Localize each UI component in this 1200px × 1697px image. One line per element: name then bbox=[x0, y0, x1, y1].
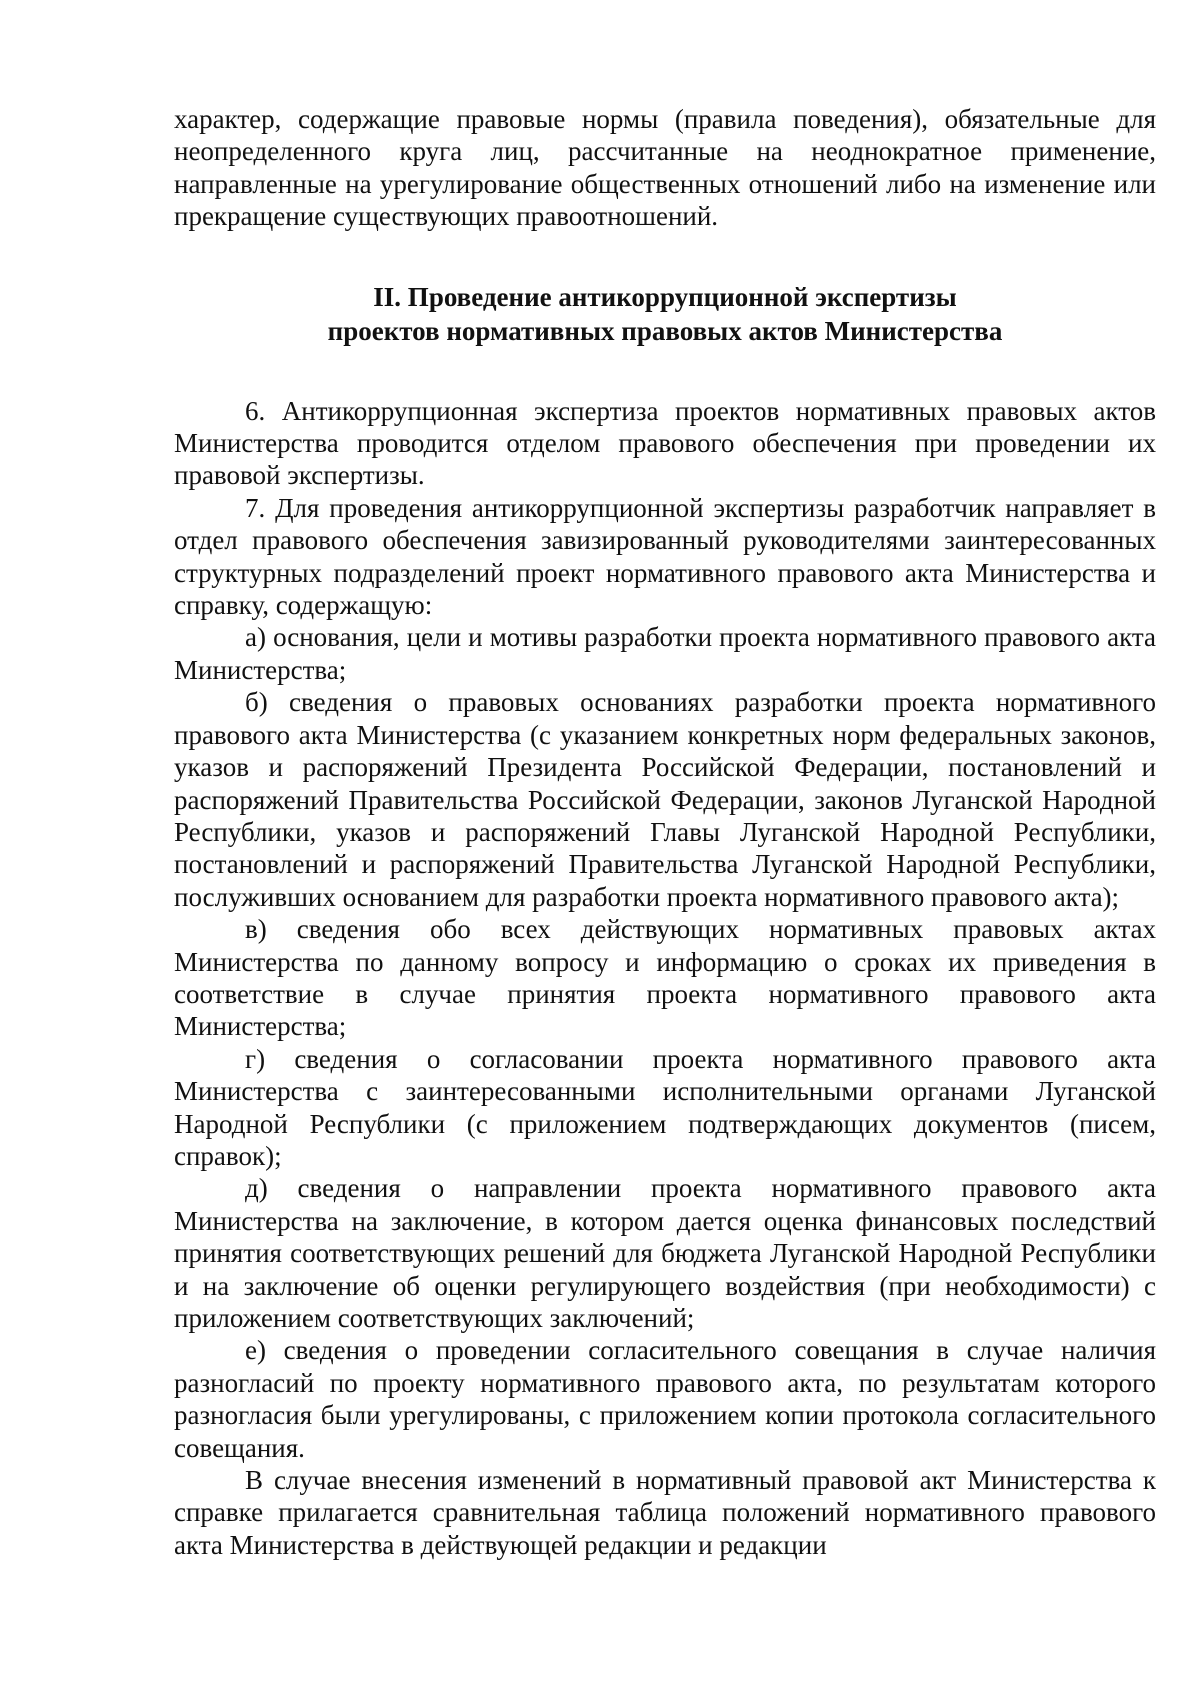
subitem-d: д) сведения о направлении проекта нормативного правового акта Министерства на заключение, в котором дается оценка финансовых последствий принятия соответствующих решений для бюджета Луганской Народной Республики и на заключение об оценки регулирующего воздействия (при необходимости) с приложением соответствующих заключений; bbox=[174, 1173, 1156, 1333]
subitem-e: е) сведения о проведении согласительного совещания в случае наличия разногласий по проекту нормативного правового акта, по результатам которого разногласия были урегулированы, с приложением копии протокола согласительного совещания. bbox=[174, 1335, 1156, 1463]
subitem-a: а) основания, цели и мотивы разработки проекта нормативного правового акта Министерства; bbox=[174, 622, 1156, 685]
subitem-v: в) сведения обо всех действующих нормативных правовых актах Министерства по данному вопросу и информацию о сроках их приведения в соответствие в случае принятия проекта нормативного правового акта Министерства; bbox=[174, 914, 1156, 1042]
section-heading bbox=[174, 280, 1156, 348]
intro-paragraph: характер, содержащие правовые нормы (правила поведения), обязательные для неопределенного круга лиц, рассчитанные на неоднократное применение, направленные на урегулирование общественных отношений либо на изменение или прекращение существующих правоотношений. bbox=[174, 104, 1156, 232]
paragraph-7: 7. Для проведения антикоррупционной экспертизы разработчик направляет в отдел правового обеспечения завизированный руководителями заинтересованных структурных подразделений проект нормативного правового акта Министерства и справку, содержащую: bbox=[174, 492, 1156, 621]
subitem-b: б) сведения о правовых основаниях разработки проекта нормативного правового акта Министерства (с указанием конкретных норм федеральных законов, указов и распоряжений Президента Российской Федерации, постановлений и распоряжений Правительства Российской Федерации, законов Луганской Народной Республики, указов и распоряжений Главы Луганской Народной Республики, постановлений и распоряжений Правительства Луганской Народной Республики, послуживших основанием для разработки проекта нормативного правового акта); bbox=[174, 687, 1156, 912]
subitem-g: г) сведения о согласовании проекта нормативного правового акта Министерства с заинтересованными исполнительными органами Луганской Народной Республики (с приложением подтверждающих документов (писем, справок); bbox=[174, 1043, 1156, 1171]
paragraph-6: 6. Антикоррупционная экспертиза проектов нормативных правовых актов Министерства проводится отделом правового обеспечения при проведении их правовой экспертизы. bbox=[174, 395, 1156, 491]
section-heading-line-2: проектов нормативных правовых актов Министерства bbox=[327, 315, 1003, 346]
closing-paragraph: В случае внесения изменений в нормативный правовой акт Министерства к справке прилагается сравнительная таблица положений нормативного правового акта Министерства в действующей редакции и редакции bbox=[174, 1465, 1156, 1560]
section-heading-line-1: II. Проведение антикоррупционной экспертизы bbox=[373, 281, 957, 312]
document-page bbox=[174, 103, 1156, 1561]
